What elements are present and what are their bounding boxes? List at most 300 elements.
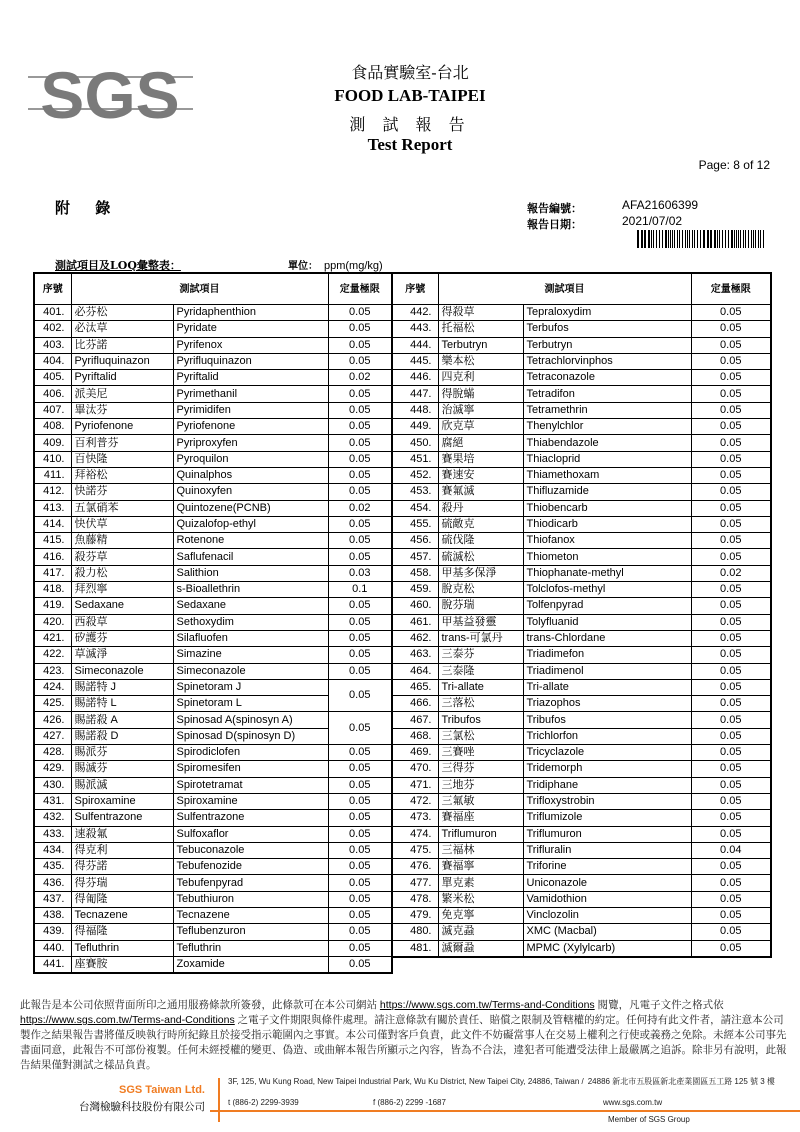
item-no: 471.: [392, 777, 438, 793]
barcode-bar: [700, 230, 701, 248]
item-no: 472.: [392, 793, 438, 809]
fax: f (886-2) 2299 -1687: [373, 1098, 446, 1107]
item-no: 467.: [392, 712, 438, 728]
item-name-en: Sethoxydim: [173, 614, 328, 630]
item-name-cn: 滅克蝨: [438, 924, 523, 940]
item-name-cn: Tecnazene: [71, 907, 173, 923]
barcode-bar: [745, 230, 746, 248]
loq-value: 0.05: [328, 516, 392, 532]
barcode-bar: [707, 230, 709, 248]
item-no: 413.: [34, 500, 71, 516]
col-no: 序號: [392, 273, 438, 305]
item-name-cn: Pyriofenone: [71, 419, 173, 435]
table-row: [392, 663, 771, 679]
loq-value: 0.05: [691, 549, 771, 565]
barcode-bar: [672, 230, 673, 248]
table-row: [34, 419, 392, 435]
address: 3F, 125, Wu Kung Road, New Taipei Industrial Park, Wu Ku District, New Taipei City, 24886, Taiwan /: [228, 1077, 584, 1086]
item-name-cn: 賽果培: [438, 451, 523, 467]
loq-value: 0.05: [691, 386, 771, 402]
table-row: [34, 679, 392, 695]
barcode-bar: [760, 230, 761, 248]
loq-table-right: [391, 272, 772, 958]
barcode-bar: [682, 230, 683, 248]
table-row: [392, 810, 771, 826]
item-name-cn: 快諾芬: [71, 484, 173, 500]
barcode-bar: [637, 230, 639, 248]
item-name-en: Pyridaphenthion: [173, 305, 328, 321]
barcode-bar: [703, 230, 705, 248]
item-name-cn: 賽氟滅: [438, 484, 523, 500]
loq-value: 0.05: [691, 451, 771, 467]
item-no: 430.: [34, 777, 71, 793]
item-name-cn: 單克素: [438, 875, 523, 891]
item-no: 449.: [392, 419, 438, 435]
table-row: [392, 565, 771, 581]
item-name-cn: 拜裕松: [71, 467, 173, 483]
barcode-bar: [656, 230, 657, 248]
barcode-bar: [644, 230, 646, 248]
terms-link[interactable]: https://www.sgs.com.tw/Terms-and-Conditions: [20, 1014, 235, 1026]
table-row: [34, 940, 392, 956]
item-name-cn: 百快隆: [71, 451, 173, 467]
item-no: 410.: [34, 451, 71, 467]
item-name-en: Pyridate: [173, 321, 328, 337]
item-name-cn: 得芬諾: [71, 859, 173, 875]
item-name-en: Spirotetramat: [173, 777, 328, 793]
barcode-bar: [743, 230, 744, 248]
item-no: 415.: [34, 533, 71, 549]
item-name-en: Pyrimidifen: [173, 402, 328, 418]
loq-value: 0.05: [691, 679, 771, 695]
item-name-en: Triadimefon: [523, 647, 691, 663]
item-name-cn: 治滅寧: [438, 402, 523, 418]
item-name-en: Trifluralin: [523, 842, 691, 858]
item-name-cn: Pyrifluquinazon: [71, 353, 173, 369]
item-name-en: Thifluzamide: [523, 484, 691, 500]
table-row: [392, 386, 771, 402]
item-name-cn: 得匍隆: [71, 891, 173, 907]
item-name-cn: 賜諾殺 D: [71, 728, 173, 744]
loq-value: 0.05: [328, 940, 392, 956]
item-no: 458.: [392, 565, 438, 581]
loq-value: 0.05: [691, 891, 771, 907]
loq-value: 0.05: [691, 696, 771, 712]
table-row: [34, 370, 392, 386]
item-no: 454.: [392, 500, 438, 516]
item-name-en: XMC (Macbal): [523, 924, 691, 940]
table-row: [392, 582, 771, 598]
item-name-cn: 得芬瑞: [71, 875, 173, 891]
table-row: [392, 891, 771, 907]
item-name-en: Thiobencarb: [523, 500, 691, 516]
barcode-bar: [751, 230, 752, 248]
col-no: 序號: [34, 273, 71, 305]
appendix-heading: 附 錄: [55, 199, 121, 217]
loq-value: 0.05: [691, 810, 771, 826]
table-title: 測試項目及LOQ彙整表：: [55, 259, 181, 272]
item-no: 443.: [392, 321, 438, 337]
barcode-bar: [710, 230, 712, 248]
loq-value: 0.05: [691, 484, 771, 500]
item-name-en: Sulfoxaflor: [173, 826, 328, 842]
barcode-bar: [651, 230, 652, 248]
barcode-bar: [694, 230, 695, 248]
barcode-bar: [725, 230, 726, 248]
item-no: 479.: [392, 907, 438, 923]
item-name-cn: 四克利: [438, 370, 523, 386]
item-no: 424.: [34, 679, 71, 695]
item-name-cn: Sedaxane: [71, 598, 173, 614]
report-no-label: 報告編號：: [527, 202, 582, 215]
loq-value: 0.05: [328, 419, 392, 435]
loq-value: 0.05: [328, 891, 392, 907]
item-name-en: Tolyfluanid: [523, 614, 691, 630]
item-name-en: Tribufos: [523, 712, 691, 728]
table-row: [34, 614, 392, 630]
item-name-cn: 脫克松: [438, 582, 523, 598]
loq-value: 0.05: [328, 745, 392, 761]
item-name-cn: 繁米松: [438, 891, 523, 907]
item-no: 459.: [392, 582, 438, 598]
item-no: 439.: [34, 924, 71, 940]
item-no: 478.: [392, 891, 438, 907]
item-name-en: Tolclofos-methyl: [523, 582, 691, 598]
item-name-en: Quintozene(PCNB): [173, 500, 328, 516]
item-name-cn: Simeconazole: [71, 663, 173, 679]
barcode-bar: [719, 230, 720, 248]
barcode-bar: [641, 230, 643, 248]
table-row: [392, 435, 771, 451]
loq-value: 0.05: [691, 582, 771, 598]
item-name-cn: Pyriftalid: [71, 370, 173, 386]
table-row: [34, 337, 392, 353]
item-name-cn: 硫敵克: [438, 516, 523, 532]
item-name-en: Spiroxamine: [173, 793, 328, 809]
loq-value: 0.05: [328, 859, 392, 875]
item-name-cn: 草滅淨: [71, 647, 173, 663]
item-no: 438.: [34, 907, 71, 923]
item-name-cn: 欣克草: [438, 419, 523, 435]
loq-value: 0.05: [328, 647, 392, 663]
item-no: 451.: [392, 451, 438, 467]
item-name-cn: Tefluthrin: [71, 940, 173, 956]
item-name-en: Tefluthrin: [173, 940, 328, 956]
loq-value: 0.05: [328, 305, 392, 321]
item-no: 408.: [34, 419, 71, 435]
item-name-en: Thiodicarb: [523, 516, 691, 532]
loq-value: 0.05: [691, 940, 771, 957]
loq-value: 0.05: [328, 826, 392, 842]
loq-value: 0.05: [691, 630, 771, 646]
item-no: 441.: [34, 956, 71, 973]
item-name-cn: 速殺氟: [71, 826, 173, 842]
item-name-en: Tebuconazole: [173, 842, 328, 858]
table-row: [392, 337, 771, 353]
loq-value: 0.05: [328, 630, 392, 646]
item-name-cn: 比芬諾: [71, 337, 173, 353]
item-name-cn: 殺芬草: [71, 549, 173, 565]
item-name-cn: 賜滅芬: [71, 761, 173, 777]
terms-link[interactable]: https://www.sgs.com.tw/Terms-and-Conditions: [379, 999, 595, 1011]
barcode-bar: [677, 230, 678, 248]
item-name-en: Tridemorph: [523, 761, 691, 777]
item-name-en: Vinclozolin: [523, 907, 691, 923]
company-name: SGS Taiwan Ltd.: [119, 1084, 205, 1096]
item-name-en: Thiamethoxam: [523, 467, 691, 483]
item-name-en: Pyriproxyfen: [173, 435, 328, 451]
loq-value: 0.05: [691, 663, 771, 679]
contact-row: [228, 1098, 793, 1108]
item-name-en: Spinetoram J: [173, 679, 328, 695]
item-name-en: Thiofanox: [523, 533, 691, 549]
loq-value: 0.05: [328, 679, 392, 712]
member-note: Member of SGS Group: [608, 1115, 690, 1124]
table-row: [392, 467, 771, 483]
table-row: [392, 321, 771, 337]
item-name-en: Salithion: [173, 565, 328, 581]
item-name-en: Silafluofen: [173, 630, 328, 646]
item-no: 469.: [392, 745, 438, 761]
item-no: 457.: [392, 549, 438, 565]
sgs-logo: [28, 58, 193, 128]
loq-value: 0.05: [691, 712, 771, 728]
table-row: [34, 435, 392, 451]
website[interactable]: www.sgs.com.tw: [603, 1098, 663, 1107]
table-row: [34, 305, 392, 321]
item-name-en: Thenylchlor: [523, 419, 691, 435]
item-no: 427.: [34, 728, 71, 744]
barcode-bar: [740, 230, 741, 248]
item-no: 418.: [34, 582, 71, 598]
loq-value: 0.05: [691, 353, 771, 369]
barcode-bar: [758, 230, 759, 248]
table-row: [34, 484, 392, 500]
loq-value: 0.05: [328, 321, 392, 337]
item-name-en: Thiabendazole: [523, 435, 691, 451]
item-name-cn: 賜諾特 J: [71, 679, 173, 695]
item-name-cn: 拜烈寧: [71, 582, 173, 598]
barcode-bar: [653, 230, 654, 248]
table-row: [34, 859, 392, 875]
item-name-en: Triazophos: [523, 696, 691, 712]
loq-value: 0.05: [328, 549, 392, 565]
barcode-bar: [679, 230, 680, 248]
item-no: 462.: [392, 630, 438, 646]
item-name-cn: Spiroxamine: [71, 793, 173, 809]
loq-value: 0.05: [691, 402, 771, 418]
item-no: 465.: [392, 679, 438, 695]
item-name-en: Triflumuron: [523, 826, 691, 842]
item-no: 450.: [392, 435, 438, 451]
item-name-cn: 賜諾特 L: [71, 696, 173, 712]
table-row: [392, 907, 771, 923]
table-row: [392, 598, 771, 614]
item-name-cn: 殺力松: [71, 565, 173, 581]
item-name-en: Simeconazole: [173, 663, 328, 679]
barcode-bar: [731, 230, 733, 248]
loq-value: 0.05: [691, 826, 771, 842]
item-name-en: Terbufos: [523, 321, 691, 337]
loq-value: 0.05: [328, 924, 392, 940]
barcode-bar: [753, 230, 754, 248]
table-row: [34, 907, 392, 923]
item-name-cn: 腐絕: [438, 435, 523, 451]
item-name-en: Spiromesifen: [173, 761, 328, 777]
table-row: [34, 745, 392, 761]
item-name-en: Simazine: [173, 647, 328, 663]
disclaimer-text: 閱覽，凡電子文件之格式依: [594, 999, 724, 1011]
item-name-cn: 得殺草: [438, 305, 523, 321]
item-no: 446.: [392, 370, 438, 386]
table-row: [392, 370, 771, 386]
item-no: 426.: [34, 712, 71, 728]
table-row: [392, 712, 771, 728]
item-name-en: Tetraconazole: [523, 370, 691, 386]
table-row: [34, 777, 392, 793]
item-name-en: Uniconazole: [523, 875, 691, 891]
table-row: [34, 582, 392, 598]
barcode-bar: [748, 230, 749, 248]
item-name-cn: 賽福座: [438, 810, 523, 826]
col-loq: 定量極限: [328, 273, 392, 305]
item-no: 436.: [34, 875, 71, 891]
loq-value: 0.05: [691, 614, 771, 630]
table-row: [34, 875, 392, 891]
item-name-cn: 硫滅松: [438, 549, 523, 565]
item-no: 437.: [34, 891, 71, 907]
item-no: 447.: [392, 386, 438, 402]
item-name-en: Tepraloxydim: [523, 305, 691, 321]
item-no: 466.: [392, 696, 438, 712]
loq-value: 0.05: [328, 663, 392, 679]
item-name-cn: 座賽胺: [71, 956, 173, 973]
item-name-cn: 免克寧: [438, 907, 523, 923]
loq-value: 0.05: [328, 842, 392, 858]
loq-table-left: [33, 272, 393, 974]
item-name-cn: 三泰芬: [438, 647, 523, 663]
footer-divider: [210, 1110, 800, 1112]
table-row: [392, 859, 771, 875]
table-row: [392, 647, 771, 663]
table-row: [34, 663, 392, 679]
item-name-cn: 三泰隆: [438, 663, 523, 679]
item-no: 407.: [34, 402, 71, 418]
item-name-cn: 三得芬: [438, 761, 523, 777]
item-no: 434.: [34, 842, 71, 858]
item-name-cn: Tribufos: [438, 712, 523, 728]
item-name-en: trans-Chlordane: [523, 630, 691, 646]
table-row: [392, 630, 771, 646]
item-name-en: Spirodiclofen: [173, 745, 328, 761]
loq-value: 0.02: [328, 500, 392, 516]
address-block: [228, 1077, 793, 1087]
loq-value: 0.05: [328, 907, 392, 923]
loq-value: 0.04: [691, 842, 771, 858]
item-no: 481.: [392, 940, 438, 957]
item-name-en: Vamidothion: [523, 891, 691, 907]
item-no: 442.: [392, 305, 438, 321]
item-name-cn: 三賽唑: [438, 745, 523, 761]
item-name-en: Tridiphane: [523, 777, 691, 793]
item-name-en: Thiacloprid: [523, 451, 691, 467]
loq-value: 0.05: [328, 614, 392, 630]
table-row: [34, 712, 392, 728]
loq-value: 0.05: [691, 647, 771, 663]
barcode-bar: [692, 230, 693, 248]
item-no: 423.: [34, 663, 71, 679]
barcode-bar: [738, 230, 739, 248]
item-no: 425.: [34, 696, 71, 712]
barcode-bar: [734, 230, 735, 248]
table-row: [392, 826, 771, 842]
item-no: 470.: [392, 761, 438, 777]
table-row: [392, 842, 771, 858]
item-no: 417.: [34, 565, 71, 581]
item-no: 452.: [392, 467, 438, 483]
item-name-cn: 快伏草: [71, 516, 173, 532]
table-row: [34, 826, 392, 842]
item-name-en: Triforine: [523, 859, 691, 875]
item-name-cn: 魚藤精: [71, 533, 173, 549]
barcode-bar: [717, 230, 718, 248]
item-name-cn: 硫伐隆: [438, 533, 523, 549]
table-row: [392, 875, 771, 891]
item-name-cn: 得福隆: [71, 924, 173, 940]
item-no: 429.: [34, 761, 71, 777]
table-row: [392, 924, 771, 940]
item-name-cn: 五氯硝苯: [71, 500, 173, 516]
item-name-en: Tebufenozide: [173, 859, 328, 875]
loq-value: 0.05: [328, 598, 392, 614]
table-row: [34, 565, 392, 581]
table-row: [34, 598, 392, 614]
table-row: [392, 500, 771, 516]
barcode-bar: [714, 230, 716, 248]
col-loq: 定量極限: [691, 273, 771, 305]
table-row: [392, 761, 771, 777]
item-no: 403.: [34, 337, 71, 353]
table-row: [34, 533, 392, 549]
item-name-en: Pyrifluquinazon: [173, 353, 328, 369]
loq-value: 0.05: [691, 875, 771, 891]
loq-value: 0.05: [691, 305, 771, 321]
item-no: 431.: [34, 793, 71, 809]
item-name-en: Quinalphos: [173, 467, 328, 483]
barcode: [637, 230, 767, 248]
item-name-cn: Sulfentrazone: [71, 810, 173, 826]
loq-value: 0.05: [328, 810, 392, 826]
item-no: 428.: [34, 745, 71, 761]
barcode-bar: [755, 230, 756, 248]
barcode-bar: [662, 230, 663, 248]
loq-value: 0.05: [328, 467, 392, 483]
item-name-en: Rotenone: [173, 533, 328, 549]
loq-value: 0.05: [691, 745, 771, 761]
loq-value: 0.05: [691, 907, 771, 923]
item-no: 401.: [34, 305, 71, 321]
item-no: 420.: [34, 614, 71, 630]
item-no: 477.: [392, 875, 438, 891]
table-row: [392, 549, 771, 565]
loq-value: 0.02: [328, 370, 392, 386]
report-date-label: 報告日期：: [527, 218, 582, 231]
item-name-cn: 畢汰芬: [71, 402, 173, 418]
loq-value: 0.05: [691, 761, 771, 777]
table-row: [34, 630, 392, 646]
table-row: [34, 761, 392, 777]
item-no: 411.: [34, 467, 71, 483]
